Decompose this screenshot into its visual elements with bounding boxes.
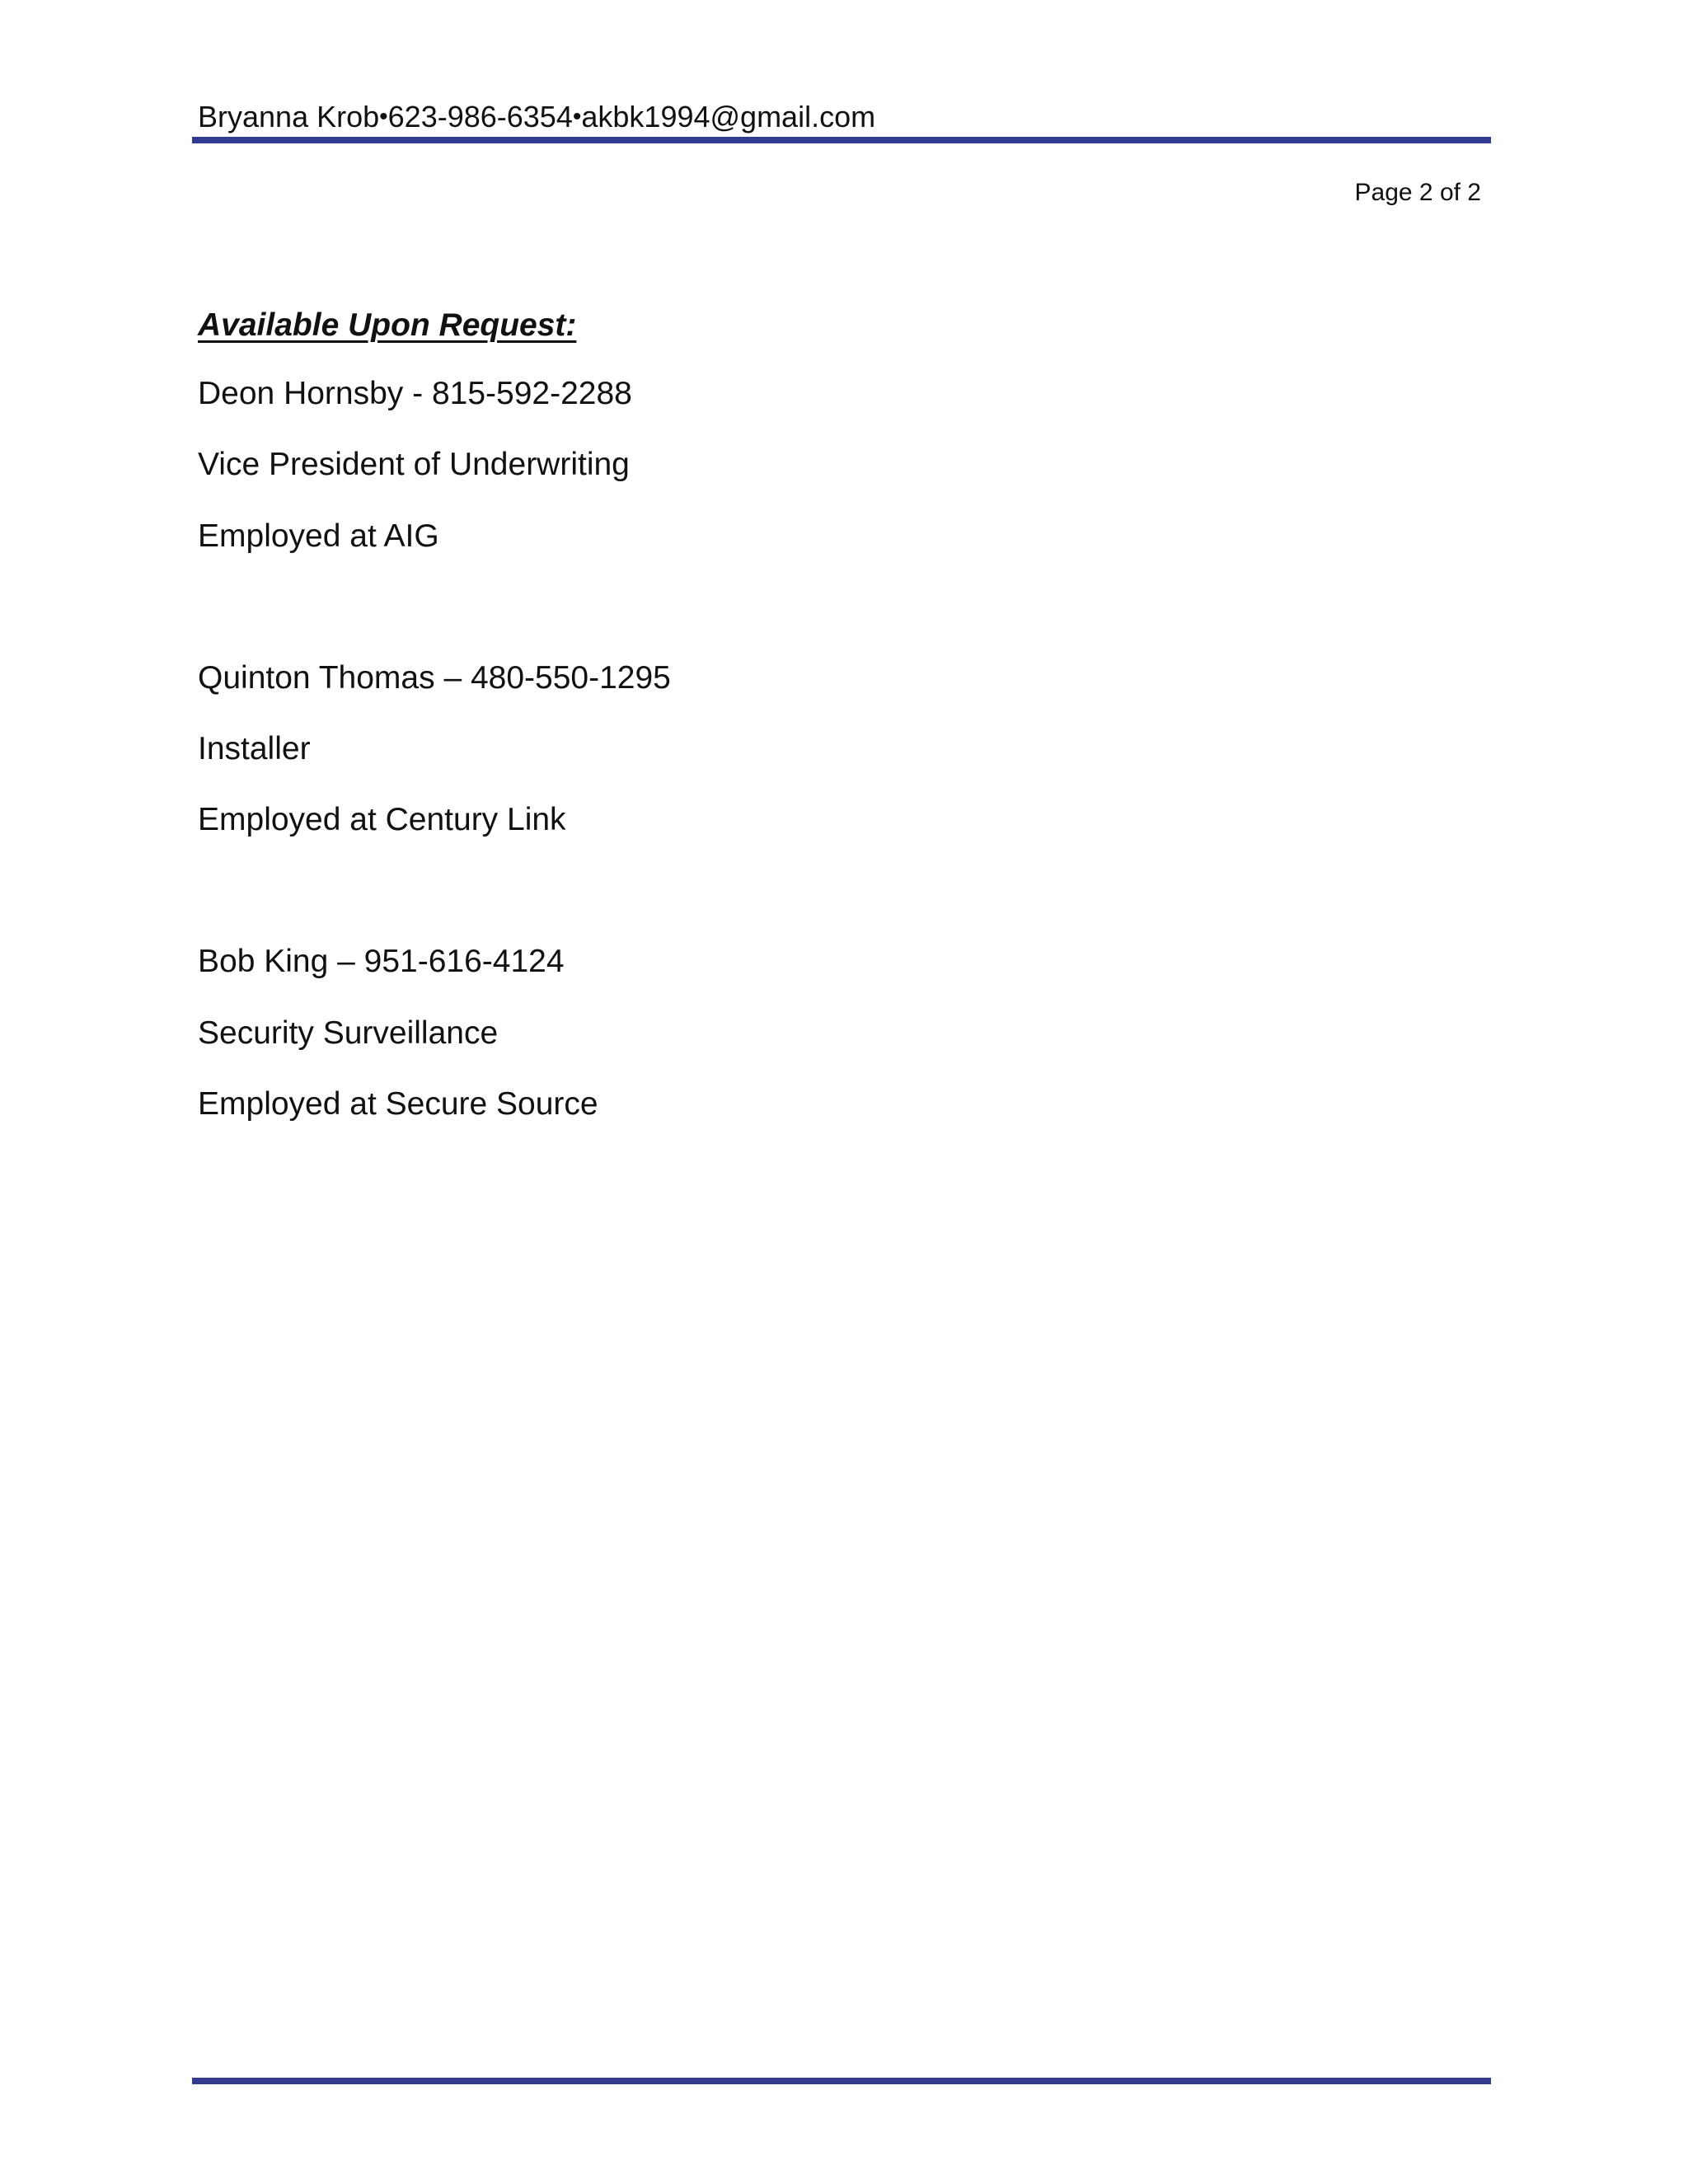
header-email: akbk1994@gmail.com	[581, 100, 876, 134]
reference-3-position: Security Surveillance	[198, 1015, 499, 1051]
reference-1-position: Vice President of Underwriting	[198, 447, 630, 482]
header-separator: •	[572, 103, 582, 130]
reference-2-position: Installer	[198, 731, 311, 766]
reference-1-employer: Employed at AIG	[198, 518, 439, 554]
reference-2-name-phone: Quinton Thomas – 480-550-1295	[198, 660, 671, 696]
header-name: Bryanna Krob	[198, 100, 380, 134]
reference-1-name-phone: Deon Hornsby - 815-592-2288	[198, 376, 632, 411]
header-separator: •	[379, 103, 388, 130]
reference-2-employer: Employed at Century Link	[198, 802, 566, 837]
page-number: Page 2 of 2	[1354, 179, 1481, 206]
footer-rule	[192, 2078, 1491, 2084]
header-phone: 623-986-6354	[387, 100, 573, 134]
reference-3-name-phone: Bob King – 951-616-4124	[198, 944, 565, 979]
reference-3-employer: Employed at Secure Source	[198, 1086, 598, 1122]
header-rule	[192, 137, 1491, 143]
header-contact-line	[198, 97, 875, 137]
references-title: Available Upon Request:	[198, 307, 577, 343]
